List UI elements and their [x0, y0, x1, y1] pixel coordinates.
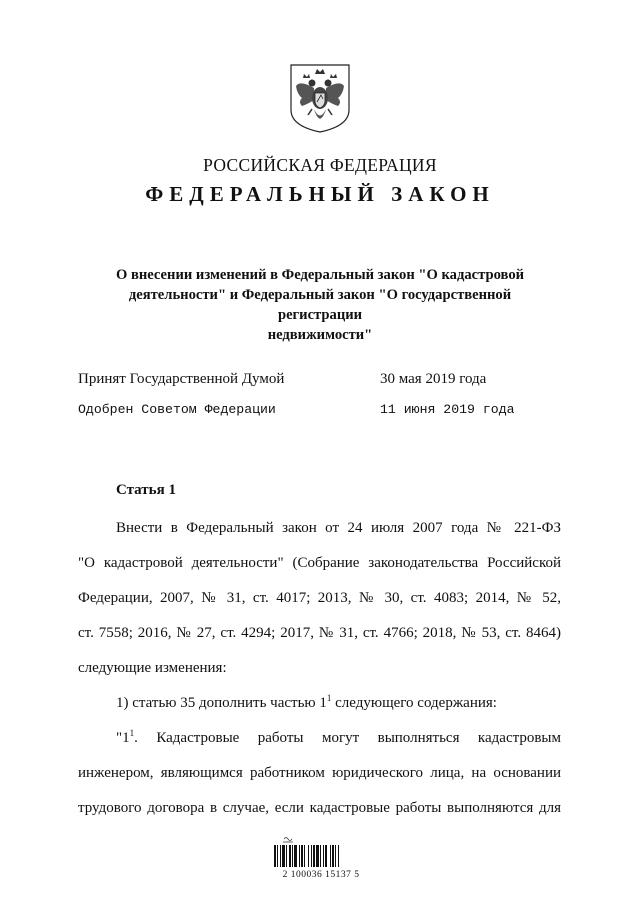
- barcode-bar: [338, 845, 339, 867]
- item-superscript: 1: [326, 693, 332, 703]
- barcode-bar: [332, 845, 334, 867]
- barcode-bar: [277, 845, 278, 867]
- article-body: [78, 511, 561, 826]
- barcode-bar: [289, 845, 291, 867]
- barcode-bar: [282, 845, 285, 867]
- barcode-bar: [308, 845, 309, 867]
- law-title-line: О внесении изменений в Федеральный закон "О кадастровой: [115, 267, 525, 283]
- item-text: следующего содержания:: [331, 695, 497, 711]
- council-approval-label: Одобрен Советом Федерации: [78, 402, 276, 417]
- council-approval-date: 11 июня 2019 года: [380, 402, 515, 417]
- coat-of-arms-icon: [288, 62, 352, 134]
- quote-text: "1: [116, 730, 130, 746]
- law-type-heading: ФЕДЕРАЛЬНЫЙ ЗАКОН: [145, 182, 495, 206]
- quote-superscript: 1: [129, 728, 135, 738]
- barcode-bar: [274, 845, 276, 867]
- article-item-1: [78, 686, 561, 721]
- article-intro-line: следующие изменения:: [78, 660, 227, 676]
- barcode-bar: [294, 845, 297, 867]
- barcode-bar: [335, 845, 336, 867]
- barcode-bar: [304, 845, 305, 867]
- barcode-bar: [299, 845, 300, 867]
- barcode-bar: [286, 845, 287, 867]
- barcode-bar: [301, 845, 303, 867]
- barcode-icon: [270, 833, 372, 869]
- barcode-number: 2 100036 15137 5: [282, 870, 360, 880]
- quoted-part-start: [78, 721, 561, 756]
- article-intro-line: Внести в Федеральный закон от 24 июля 2007 года № 221-ФЗ: [116, 520, 561, 536]
- article-intro-line: Федерации, 2007, № 31, ст. 4017; 2013, № 30, ст. 4083; 2014, № 52,: [78, 590, 561, 606]
- item-text: 1) статью 35 дополнить частью 1: [116, 695, 327, 711]
- barcode-bar: [323, 845, 324, 867]
- stamp-mark: [283, 838, 293, 843]
- quoted-part-line: инженером, являющимся работником юридического лица, на основании: [78, 765, 561, 781]
- barcode-bar: [316, 845, 319, 867]
- law-title-line: недвижимости": [267, 327, 373, 343]
- barcode-bar: [280, 845, 281, 867]
- duma-adoption-label: Принят Государственной Думой: [78, 371, 285, 387]
- quote-text: . Кадастровые работы могут выполняться кадастровым: [134, 730, 561, 746]
- duma-adoption-date: 30 мая 2019 года: [380, 371, 487, 387]
- article-intro-line: ст. 7558; 2016, № 27, ст. 4294; 2017, № 31, ст. 4766; 2018, № 53, ст. 8464): [78, 625, 561, 641]
- barcode: [270, 833, 372, 883]
- article-intro-line: "О кадастровой деятельности" (Собрание законодательства Российской: [78, 555, 561, 571]
- barcode-bar: [311, 845, 312, 867]
- barcode-bar: [313, 845, 315, 867]
- country-heading: РОССИЙСКАЯ ФЕДЕРАЦИЯ: [203, 155, 437, 175]
- barcode-bar: [292, 845, 293, 867]
- article-heading: Статья 1: [116, 482, 176, 498]
- barcode-bar: [330, 845, 331, 867]
- law-title-line: деятельности" и Федеральный закон "О государственной регистрации: [128, 287, 512, 323]
- quoted-part-line: трудового договора в случае, если кадастровые работы выполняются для: [78, 800, 561, 816]
- law-title: [90, 265, 550, 345]
- barcode-bar: [325, 845, 327, 867]
- barcode-bar: [320, 845, 321, 867]
